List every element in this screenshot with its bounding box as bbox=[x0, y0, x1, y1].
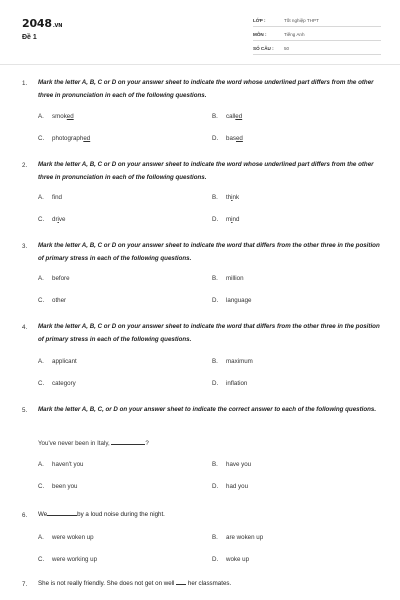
meta-count bbox=[253, 42, 381, 55]
option-b[interactable]: B. have you bbox=[212, 461, 252, 468]
option-d[interactable]: D. inflation bbox=[212, 380, 248, 387]
question-number: 6. bbox=[22, 512, 28, 519]
header-divider bbox=[0, 64, 400, 65]
question-sentence: You've never been in Italy, ? bbox=[38, 440, 149, 447]
meta-label: LỚP : bbox=[253, 18, 266, 23]
answer-blank bbox=[176, 579, 186, 585]
option-b[interactable]: B. maximum bbox=[212, 358, 253, 365]
meta-class bbox=[253, 14, 381, 27]
meta-value: Tiếng Anh bbox=[284, 32, 305, 37]
option-d[interactable]: D. had you bbox=[212, 483, 249, 490]
option-c[interactable]: C. other bbox=[38, 297, 67, 304]
meta-value: Tốt nghiệp THPT bbox=[284, 18, 319, 23]
option-d[interactable]: D. based bbox=[212, 135, 243, 142]
meta-label: SỐ CÂU : bbox=[253, 46, 274, 51]
question-directive: Mark the letter A, B, C or D on your answer sheet to indicate the word that differs from the other three in the position of primary stress in each of the following questions. bbox=[38, 323, 380, 343]
question-number: 4. bbox=[22, 324, 28, 331]
option-a[interactable]: A. find bbox=[38, 194, 62, 201]
question-directive: Mark the letter A, B, C, or D on your answer sheet to indicate the correct answer to each of the following questions. bbox=[38, 406, 377, 413]
option-a[interactable]: A. before bbox=[38, 275, 70, 282]
exam-code: Đề 1 bbox=[22, 34, 37, 41]
option-c[interactable]: C. been you bbox=[38, 483, 78, 490]
option-b[interactable]: B. called bbox=[212, 113, 243, 120]
option-d[interactable]: D. woke up bbox=[212, 556, 250, 563]
option-c[interactable]: C. drive bbox=[38, 216, 66, 223]
page-header bbox=[0, 0, 400, 62]
option-a[interactable]: A. haven't you bbox=[38, 461, 84, 468]
option-c[interactable]: C. photographed bbox=[38, 135, 91, 142]
option-b[interactable]: B. are woken up bbox=[212, 534, 264, 541]
question-number: 7. bbox=[22, 581, 28, 588]
question-sentence: She is not really friendly. She does not get on well her classmates. bbox=[38, 580, 232, 587]
meta-subject bbox=[253, 28, 381, 41]
meta-value: 50 bbox=[284, 46, 290, 51]
option-d[interactable]: D. language bbox=[212, 297, 252, 304]
option-b[interactable]: B. million bbox=[212, 275, 244, 282]
question-sentence: We by a loud noise during the night. bbox=[38, 511, 165, 518]
question-directive: Mark the letter A, B, C or D on your answer sheet to indicate the word whose underlined part differs from the other three in pronunciation in each of the following questions. bbox=[38, 79, 374, 99]
option-a[interactable]: A. applicant bbox=[38, 358, 77, 365]
option-a[interactable]: A. were woken up bbox=[38, 534, 94, 541]
option-a[interactable]: A. smoked bbox=[38, 113, 74, 120]
question-number: 2. bbox=[22, 162, 28, 169]
meta-label: MÔN : bbox=[253, 32, 267, 37]
option-c[interactable]: C. were working up bbox=[38, 556, 98, 563]
answer-blank bbox=[111, 439, 145, 445]
question-directive: Mark the letter A, B, C or D on your answer sheet to indicate the word whose underlined part differs from the other three in pronunciation in each of the following questions. bbox=[38, 161, 374, 181]
question-number: 1. bbox=[22, 80, 28, 87]
question-directive: Mark the letter A, B, C or D on your answer sheet to indicate the word that differs from the other three in the position of primary stress in each of the following questions. bbox=[38, 242, 380, 262]
question-number: 3. bbox=[22, 243, 28, 250]
answer-blank bbox=[47, 510, 77, 516]
option-d[interactable]: D. mind bbox=[212, 216, 240, 223]
logo: 2048.VN bbox=[22, 17, 63, 30]
option-c[interactable]: C. category bbox=[38, 380, 76, 387]
question-number: 5. bbox=[22, 407, 28, 414]
option-b[interactable]: B. think bbox=[212, 194, 240, 201]
